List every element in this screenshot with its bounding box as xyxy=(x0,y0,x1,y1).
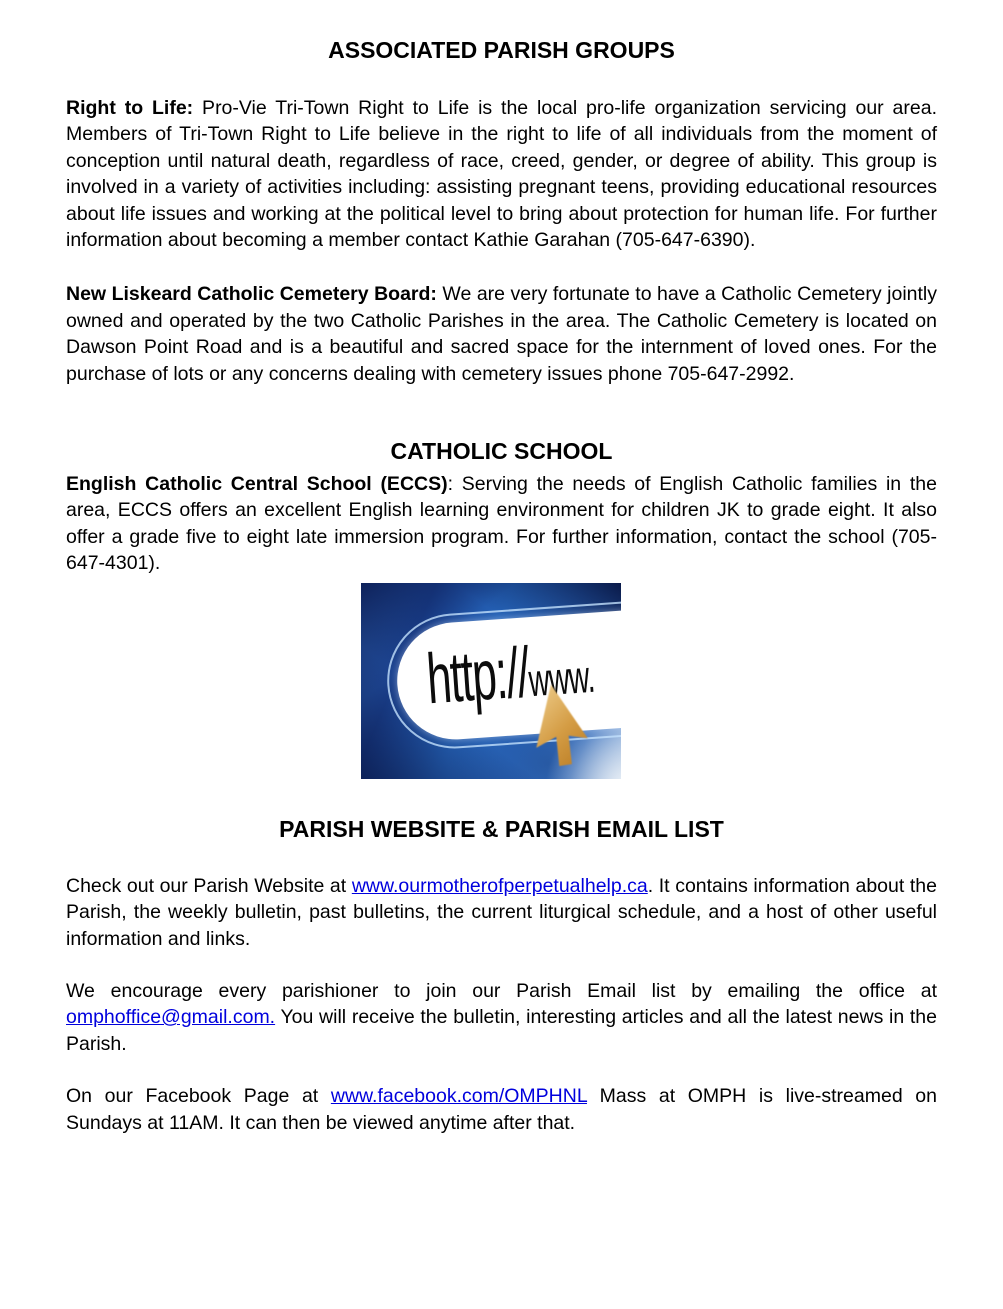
catholic-school-title: CATHOLIC SCHOOL xyxy=(390,438,613,465)
facebook-text-after: Mass at OMPH is live-streamed on Sundays at 11AM. It can then be viewed anytime after that. xyxy=(66,1085,937,1134)
website-text-before: Check out our Parish Website at xyxy=(66,874,352,897)
right-to-life-body: Pro-Vie Tri-Town Right to Life is the local pro-life organization servicing our area. Members of Tri-Town Right to Life believe in the right to life of all individuals from the moment of conception until natural death, regardless of race, creed, gender, or degree of ability. This group is involved in a variety of activities including: assisting pregnant teens, providing educational resources about life issues and working at the political level to bring about protection for human life. For further information about becoming a member contact Kathie Garahan (705-647-6390). xyxy=(66,97,938,252)
web-address-image xyxy=(361,583,621,779)
url-www-text: www. xyxy=(526,649,596,706)
url-prefix-text: http:// xyxy=(423,633,531,719)
eccs-lead: English Catholic Central School (ECCS) xyxy=(66,473,448,496)
eccs-body: : Serving the needs of English Catholic families in the area, ECCS offers an excellent English learning environment for children JK to grade eight. It also offer a grade five to eight late immersion program. For further information, contact the school (705-647-4301). xyxy=(66,473,937,575)
right-to-life-paragraph xyxy=(66,95,937,253)
website-paragraph xyxy=(66,873,937,952)
cemetery-board-paragraph xyxy=(66,281,937,387)
parish-website-title: PARISH WEBSITE & PARISH EMAIL LIST xyxy=(279,815,724,842)
parish-website-link[interactable]: www.ourmotherofperpetualhelp.ca xyxy=(351,874,648,897)
email-text-before: We encourage every parishioner to join our Parish Email list by emailing the office at xyxy=(66,979,937,1002)
parish-email-link[interactable]: omphoffice@gmail.com. xyxy=(66,1006,276,1029)
associated-parish-groups-title: ASSOCIATED PARISH GROUPS xyxy=(328,37,675,63)
cemetery-board-lead: New Liskeard Catholic Cemetery Board: xyxy=(66,283,437,306)
website-text-after: . It contains information about the Parish, the weekly bulletin, past bulletins, the current liturgical schedule, and a host of other useful information and links. xyxy=(66,874,937,950)
right-to-life-lead: Right to Life: xyxy=(66,97,194,119)
eccs-paragraph xyxy=(66,471,937,577)
facebook-paragraph xyxy=(66,1083,937,1136)
cemetery-board-body: We are very fortunate to have a Catholic Cemetery jointly owned and operated by the two Catholic Parishes in the area. The Catholic Cemetery is located on Dawson Point Road and is a beautiful and sacred space for the internment of loved ones. For the purchase of lots or any concerns dealing with cemetery issues phone 705-647-2992. xyxy=(66,283,937,385)
facebook-page-link[interactable]: www.facebook.com/OMPHNL xyxy=(330,1085,587,1108)
email-list-paragraph xyxy=(66,978,937,1057)
facebook-text-before: On our Facebook Page at xyxy=(66,1085,331,1108)
email-text-after: You will receive the bulletin, interesting articles and all the latest news in the Parish. xyxy=(66,1006,937,1055)
